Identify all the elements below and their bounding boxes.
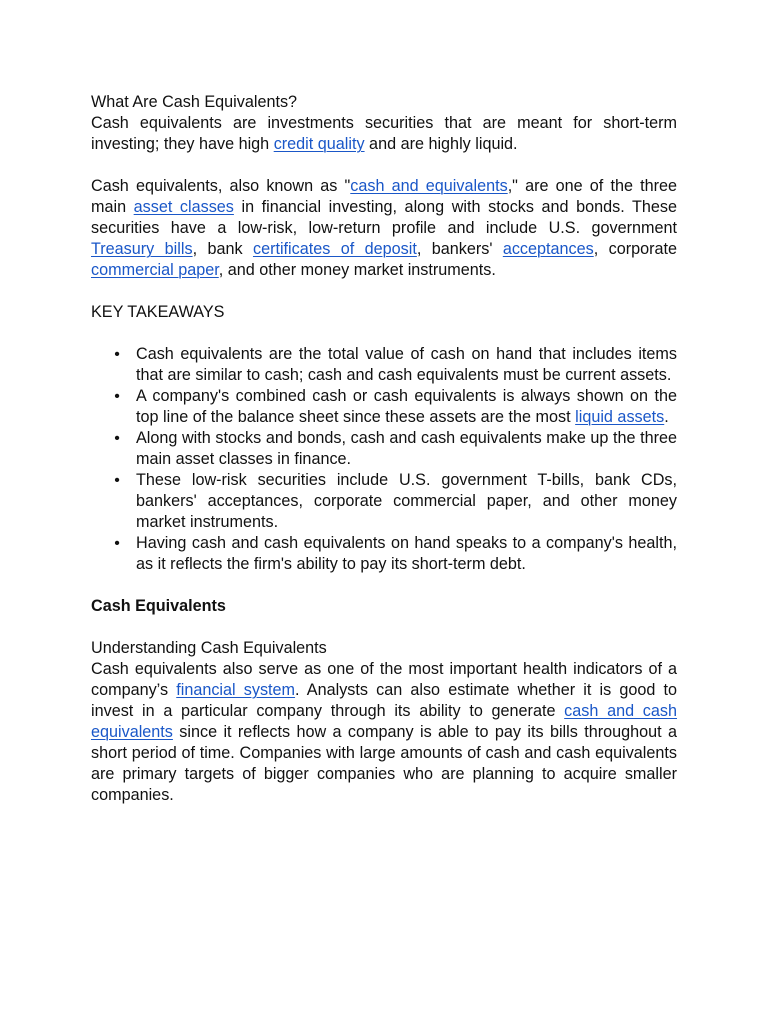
bullet-icon: • — [114, 388, 120, 405]
text-run: in financial investing, along with stocks and bonds. These securities have a low-risk, low-return profile and include U.S. government — [91, 198, 677, 237]
heading-what-are-cash-equivalents: What Are Cash Equivalents? — [91, 93, 298, 111]
text-run: Cash equivalents are the total value of cash on hand that includes items that are similar to cash; cash and cash equivalents must be current assets. — [136, 345, 677, 384]
link-cash-and-equivalents[interactable]: cash and equivalents — [350, 177, 508, 195]
text-run: ," are one of the three main — [91, 177, 677, 216]
link-financial-system[interactable]: financial system — [176, 681, 296, 699]
text-run: , and other money market instruments. — [218, 261, 496, 279]
link-asset-classes[interactable]: asset classes — [133, 198, 234, 216]
list-item — [114, 533, 677, 575]
bullet-icon: • — [114, 346, 120, 363]
text-run: and are highly liquid. — [364, 135, 518, 153]
text-run: Cash equivalents, also known as " — [91, 177, 351, 195]
text-run: . — [664, 408, 669, 426]
spacer — [91, 575, 677, 596]
link-credit-quality[interactable]: credit quality — [273, 135, 365, 153]
link-liquid-assets[interactable]: liquid assets — [575, 408, 665, 426]
text-run: , bank — [192, 240, 253, 258]
spacer — [91, 323, 677, 344]
text-run: . Analysts can also estimate whether it is good to invest in a particular company through its ability to generate — [91, 681, 678, 720]
link-cash-and-cash-equivalents[interactable]: cash and cash equivalents — [91, 702, 677, 741]
spacer — [91, 281, 677, 302]
list-item — [114, 470, 677, 533]
section-title-cash-equivalents: Cash Equivalents — [91, 597, 226, 615]
text-run: Having cash and cash equivalents on hand speaks to a company's health, as it reflects the firm's ability to pay its short-term debt. — [136, 534, 677, 573]
text-run: A company's combined cash or cash equivalents is always shown on the top line of the balance sheet since these assets are the most — [136, 387, 677, 426]
link-commercial-paper[interactable]: commercial paper — [91, 261, 219, 279]
paragraph-also-known-as — [91, 176, 677, 281]
text-run: Cash equivalents are investments securities that are meant for short-term investing; they have high — [91, 114, 677, 153]
link-acceptances[interactable]: acceptances — [502, 240, 594, 258]
text-run: since it reflects how a company is able to pay its bills throughout a short period of time. Companies with large amounts of cash and cash equivalents are primary targets of bigger companies who are planning to acquire smaller companies. — [91, 723, 677, 804]
text-run: Cash equivalents also serve as one of the most important health indicators of a company’s — [91, 660, 677, 699]
list-item — [114, 428, 677, 470]
heading-understanding-cash-equivalents: Understanding Cash Equivalents — [91, 639, 327, 657]
bullet-icon: • — [114, 535, 120, 552]
bullet-icon: • — [114, 472, 120, 489]
heading-key-takeaways: KEY TAKEAWAYS — [91, 303, 225, 321]
document-body — [91, 92, 677, 806]
spacer — [91, 617, 677, 638]
paragraph-definition — [91, 113, 677, 155]
spacer — [91, 155, 677, 176]
text-run: , corporate — [593, 240, 678, 258]
text-run: Along with stocks and bonds, cash and cash equivalents make up the three main asset classes in finance. — [136, 429, 677, 468]
bullet-icon: • — [114, 430, 120, 447]
paragraph-health-indicators — [91, 659, 677, 806]
list-item — [114, 344, 677, 386]
text-run: These low-risk securities include U.S. government T-bills, bank CDs, bankers' acceptances, corporate commercial paper, and other money market instruments. — [136, 471, 677, 531]
link-certificates-of-deposit[interactable]: certificates of deposit — [252, 240, 417, 258]
list-item — [114, 386, 677, 428]
text-run: , bankers' — [416, 240, 503, 258]
takeaways-list — [91, 344, 677, 575]
link-treasury-bills[interactable]: Treasury bills — [91, 240, 193, 258]
